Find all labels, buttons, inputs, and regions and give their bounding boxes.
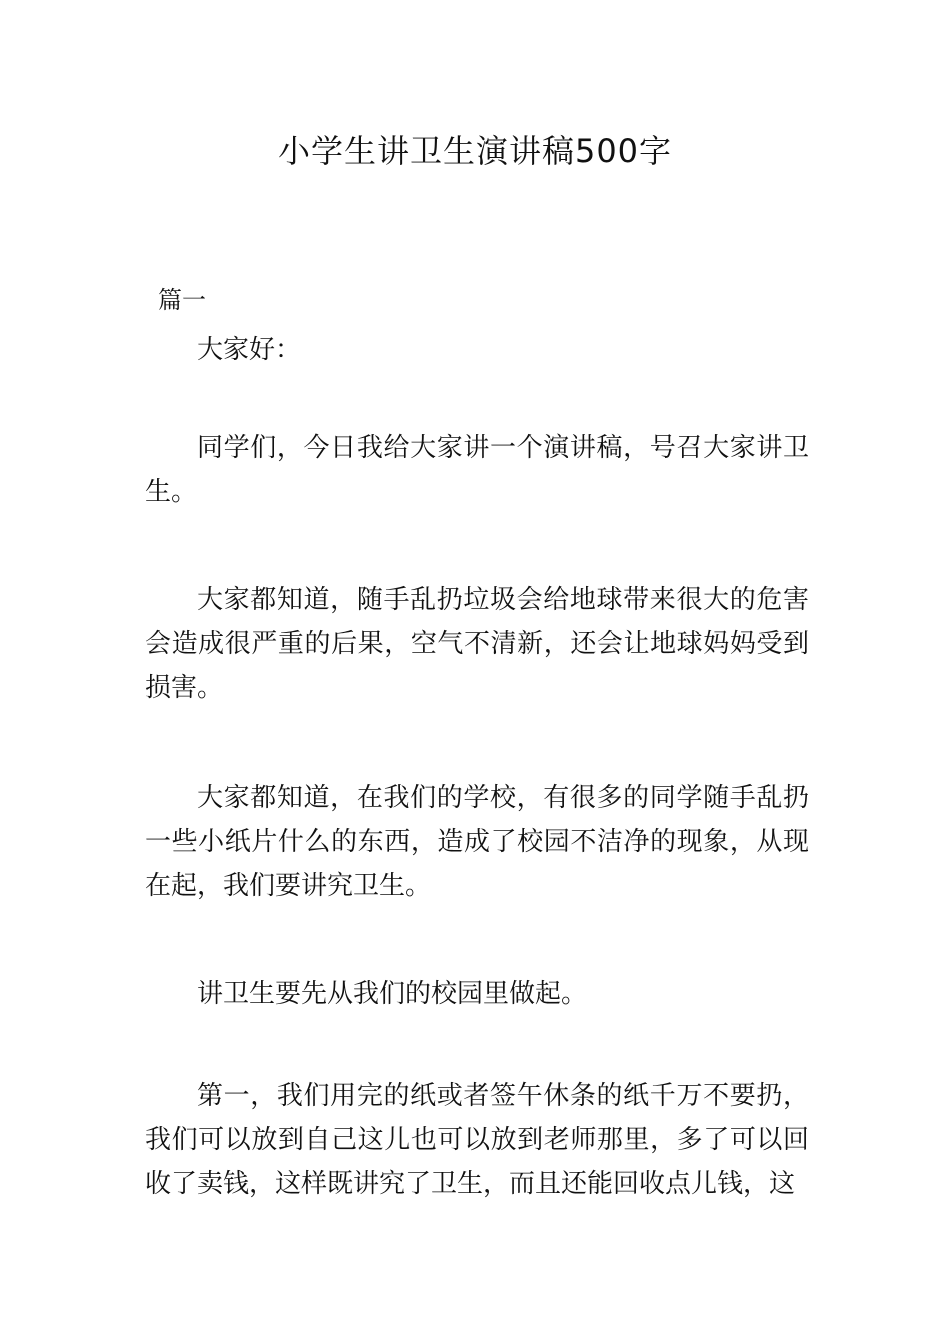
document-title: 小学生讲卫生演讲稿500字 [277, 132, 673, 170]
paragraph-4: 讲卫生要先从我们的校园里做起。 [197, 979, 588, 1009]
paragraph-3: 大家都知道，在我们的学校，有很多的同学随手乱扔一些小纸片什么的东西，造成了校园不洁净的现象，从现在起，我们要讲究卫生。 [145, 783, 809, 901]
paragraph-greeting: 大家好： [197, 335, 302, 365]
paragraph-2: 大家都知道，随手乱扔垃圾会给地球带来很大的危害会造成很严重的后果，空气不清新，还会让地球妈妈受到损害。 [145, 585, 809, 703]
paragraph-1: 同学们，今日我给大家讲一个演讲稿，号召大家讲卫生。 [145, 433, 809, 507]
paragraph-5: 第一，我们用完的纸或者签午休条的纸千万不要扔，我们可以放到自己这儿也可以放到老师那里，多了可以回收了卖钱，这样既讲究了卫生，而且还能回收点儿钱，这 [145, 1081, 809, 1199]
section-label: 篇一 [158, 286, 206, 314]
